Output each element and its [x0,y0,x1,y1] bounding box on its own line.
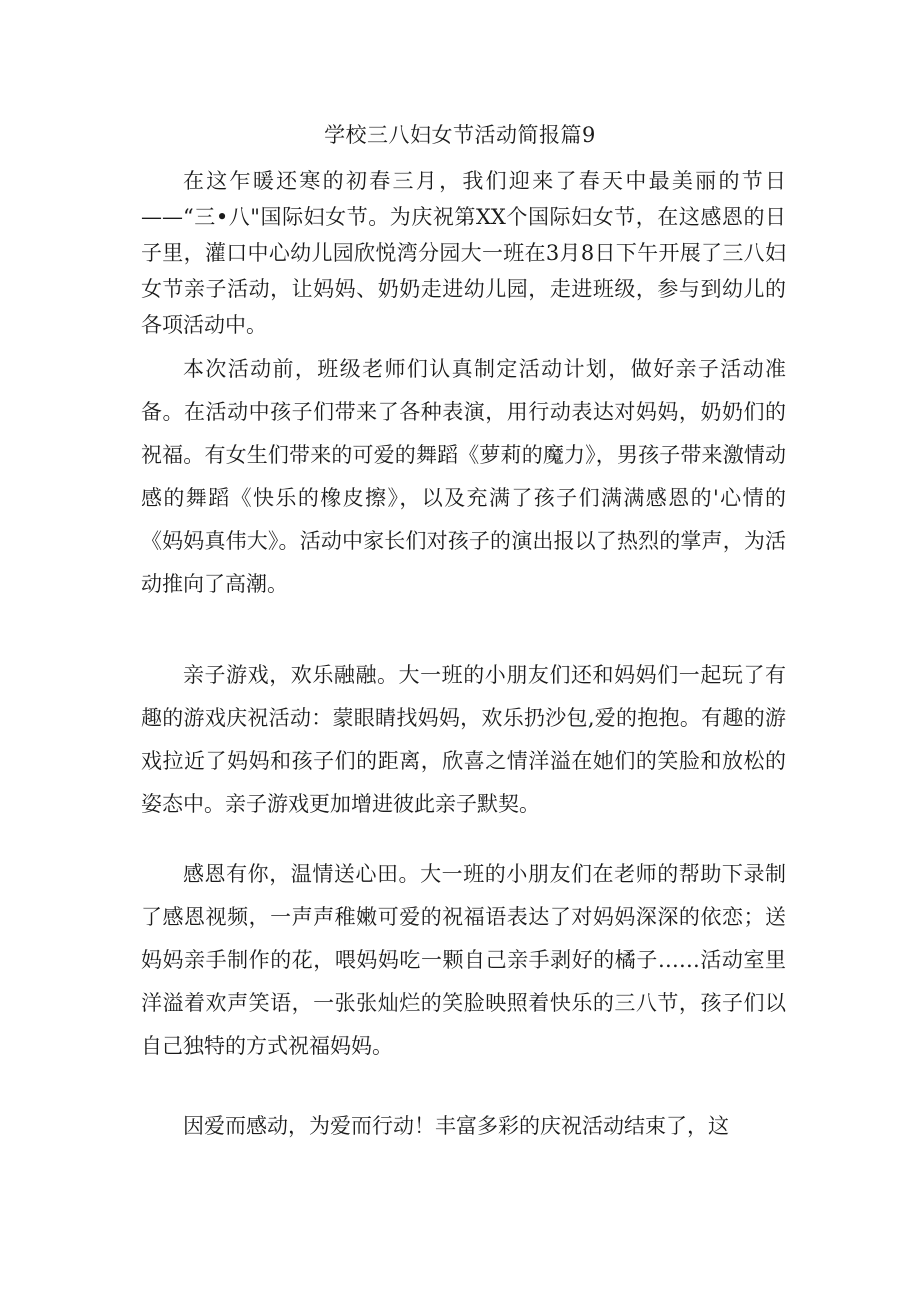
paragraph-conclusion: 因爱而感动，为爱而行动！丰富多彩的庆祝活动结束了，这 [183,1114,729,1138]
paragraph-gratitude: 感恩有你，温情送心田。大一班的小朋友们在老师的帮助下录制了感恩视频，一声声稚嫩可爱的祝福语表达了对妈妈深深的依恋；送妈妈亲手制作的花，喂妈妈吃一颗自己亲手剥好的橘子……活动室里洋溢着欢声笑语，一张张灿烂的笑脸映照着快乐的三八节，孩子们以自己独特的方式祝福妈妈。 [141,862,786,1058]
paragraph-preparation: 本次活动前，班级老师们认真制定活动计划，做好亲子活动准备。在活动中孩子们带来了各种表演，用行动表达对妈妈，奶奶们的祝福。有女生们带来的可爱的舞蹈《萝莉的魔力》，男孩子带来激情动感的舞蹈《快乐的橡皮擦》，以及充满了孩子们满满感恩的'心情的《妈妈真伟大》。活动中家长们对孩子的演出报以了热烈的掌声，为活动推向了高潮。 [141,357,786,596]
paragraph-games: 亲子游戏，欢乐融融。大一班的小朋友们还和妈妈们一起玩了有趣的游戏庆祝活动：蒙眼睛找妈妈，欢乐扔沙包,爱的抱抱。有趣的游戏拉近了妈妈和孩子们的距离，欣喜之情洋溢在她们的笑脸和放松的姿态中。亲子游戏更加增进彼此亲子默契。 [141,663,786,816]
paragraph-intro: 在这乍暖还寒的初春三月，我们迎来了春天中最美丽的节日——“三•八"国际妇女节。为庆祝第XX个国际妇女节，在这感恩的日子里，灌口中心幼儿园欣悦湾分园大一班在3月8日下午开展了三八妇女节亲子活动，让妈妈、奶奶走进幼儿园，走进班级，参与到幼儿的各项活动中。 [141,169,786,337]
document-title: 学校三八妇女节活动简报篇9 [324,123,596,147]
